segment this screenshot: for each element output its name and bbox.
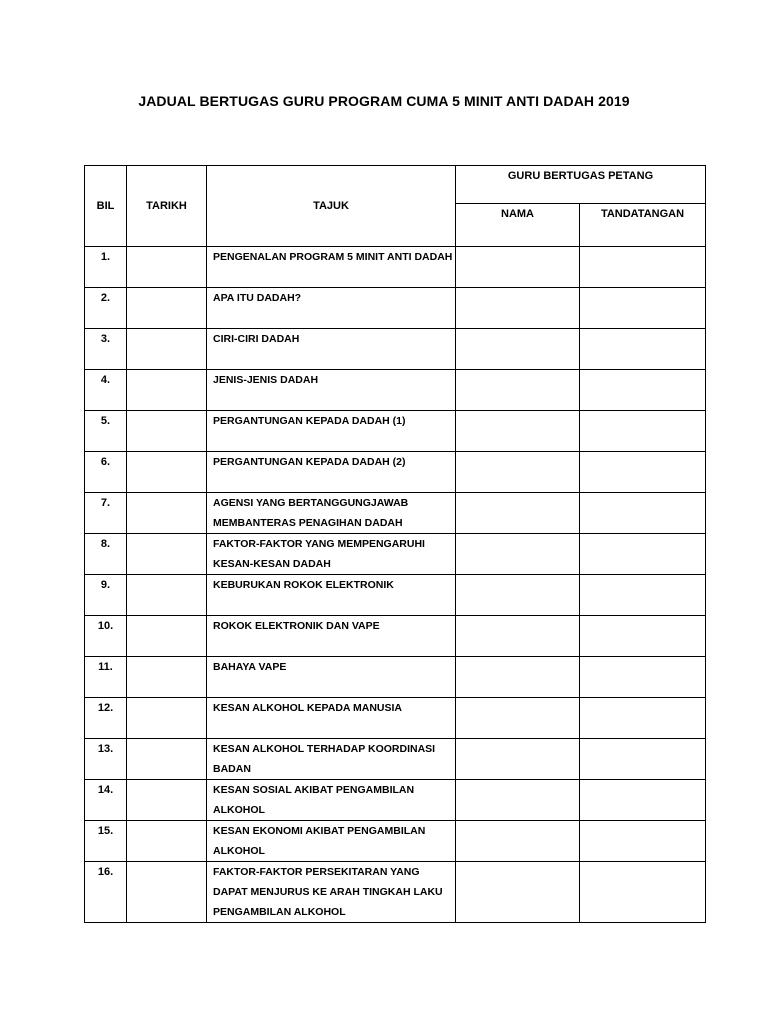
row-nama[interactable] bbox=[456, 411, 580, 452]
row-bil: 7. bbox=[85, 493, 127, 534]
row-tandatangan[interactable] bbox=[580, 780, 706, 821]
row-tandatangan[interactable] bbox=[580, 493, 706, 534]
row-tajuk: PERGANTUNGAN KEPADA DADAH (2) bbox=[207, 452, 456, 493]
row-nama[interactable] bbox=[456, 288, 580, 329]
row-tarikh[interactable] bbox=[127, 493, 207, 534]
row-tarikh[interactable] bbox=[127, 411, 207, 452]
row-bil: 1. bbox=[85, 247, 127, 288]
row-tandatangan[interactable] bbox=[580, 288, 706, 329]
row-tajuk: PERGANTUNGAN KEPADA DADAH (1) bbox=[207, 411, 456, 452]
row-tarikh[interactable] bbox=[127, 780, 207, 821]
row-tajuk: APA ITU DADAH? bbox=[207, 288, 456, 329]
row-tandatangan[interactable] bbox=[580, 698, 706, 739]
row-nama[interactable] bbox=[456, 616, 580, 657]
table-row bbox=[85, 370, 706, 411]
row-bil: 10. bbox=[85, 616, 127, 657]
table-row bbox=[85, 288, 706, 329]
row-nama[interactable] bbox=[456, 780, 580, 821]
row-bil: 3. bbox=[85, 329, 127, 370]
row-nama[interactable] bbox=[456, 493, 580, 534]
header-tandatangan: TANDATANGAN bbox=[580, 204, 706, 247]
row-tandatangan[interactable] bbox=[580, 739, 706, 780]
row-tandatangan[interactable] bbox=[580, 616, 706, 657]
row-tandatangan[interactable] bbox=[580, 329, 706, 370]
duty-schedule-table bbox=[84, 165, 706, 923]
row-tarikh[interactable] bbox=[127, 452, 207, 493]
table-row bbox=[85, 821, 706, 862]
table-row bbox=[85, 862, 706, 923]
row-tajuk: AGENSI YANG BERTANGGUNGJAWAB MEMBANTERAS PENAGIHAN DADAH bbox=[207, 493, 456, 534]
row-tarikh[interactable] bbox=[127, 821, 207, 862]
row-tandatangan[interactable] bbox=[580, 534, 706, 575]
row-nama[interactable] bbox=[456, 575, 580, 616]
table-row bbox=[85, 411, 706, 452]
row-tandatangan[interactable] bbox=[580, 452, 706, 493]
row-tarikh[interactable] bbox=[127, 657, 207, 698]
row-tarikh[interactable] bbox=[127, 862, 207, 923]
row-nama[interactable] bbox=[456, 739, 580, 780]
table-row bbox=[85, 534, 706, 575]
row-tajuk: PENGENALAN PROGRAM 5 MINIT ANTI DADAH bbox=[207, 247, 456, 288]
row-bil: 4. bbox=[85, 370, 127, 411]
row-tandatangan[interactable] bbox=[580, 575, 706, 616]
row-tajuk: FAKTOR-FAKTOR PERSEKITARAN YANG DAPAT MENJURUS KE ARAH TINGKAH LAKU PENGAMBILAN ALKOHOL bbox=[207, 862, 456, 923]
table-row bbox=[85, 452, 706, 493]
row-tarikh[interactable] bbox=[127, 739, 207, 780]
table-row bbox=[85, 493, 706, 534]
row-nama[interactable] bbox=[456, 821, 580, 862]
table-row bbox=[85, 575, 706, 616]
row-tajuk: KESAN ALKOHOL KEPADA MANUSIA bbox=[207, 698, 456, 739]
row-tandatangan[interactable] bbox=[580, 657, 706, 698]
row-tandatangan[interactable] bbox=[580, 862, 706, 923]
table-body bbox=[85, 247, 706, 923]
row-tarikh[interactable] bbox=[127, 247, 207, 288]
row-tarikh[interactable] bbox=[127, 698, 207, 739]
table-header bbox=[85, 166, 706, 247]
row-tarikh[interactable] bbox=[127, 288, 207, 329]
row-tarikh[interactable] bbox=[127, 370, 207, 411]
row-bil: 6. bbox=[85, 452, 127, 493]
row-nama[interactable] bbox=[456, 247, 580, 288]
table-row bbox=[85, 698, 706, 739]
row-bil: 5. bbox=[85, 411, 127, 452]
row-tandatangan[interactable] bbox=[580, 370, 706, 411]
table-row bbox=[85, 329, 706, 370]
row-nama[interactable] bbox=[456, 329, 580, 370]
row-nama[interactable] bbox=[456, 370, 580, 411]
header-guru-bertugas: GURU BERTUGAS PETANG bbox=[456, 166, 706, 204]
document-title: JADUAL BERTUGAS GURU PROGRAM CUMA 5 MINIT ANTI DADAH 2019 bbox=[138, 93, 630, 109]
row-tajuk: KESAN SOSIAL AKIBAT PENGAMBILAN ALKOHOL bbox=[207, 780, 456, 821]
row-tarikh[interactable] bbox=[127, 534, 207, 575]
row-bil: 16. bbox=[85, 862, 127, 923]
row-tajuk: KEBURUKAN ROKOK ELEKTRONIK bbox=[207, 575, 456, 616]
row-bil: 11. bbox=[85, 657, 127, 698]
row-bil: 9. bbox=[85, 575, 127, 616]
row-nama[interactable] bbox=[456, 862, 580, 923]
table-row bbox=[85, 616, 706, 657]
row-tajuk: BAHAYA VAPE bbox=[207, 657, 456, 698]
row-nama[interactable] bbox=[456, 657, 580, 698]
row-tandatangan[interactable] bbox=[580, 821, 706, 862]
header-row bbox=[85, 166, 706, 204]
table-row bbox=[85, 780, 706, 821]
row-nama[interactable] bbox=[456, 452, 580, 493]
row-tandatangan[interactable] bbox=[580, 411, 706, 452]
table-row bbox=[85, 739, 706, 780]
row-bil: 12. bbox=[85, 698, 127, 739]
row-tarikh[interactable] bbox=[127, 575, 207, 616]
table-row bbox=[85, 247, 706, 288]
row-bil: 2. bbox=[85, 288, 127, 329]
header-bil: BIL bbox=[85, 166, 127, 247]
header-tajuk: TAJUK bbox=[207, 166, 456, 247]
row-nama[interactable] bbox=[456, 534, 580, 575]
row-tandatangan[interactable] bbox=[580, 247, 706, 288]
row-bil: 8. bbox=[85, 534, 127, 575]
row-tarikh[interactable] bbox=[127, 329, 207, 370]
row-bil: 15. bbox=[85, 821, 127, 862]
row-bil: 13. bbox=[85, 739, 127, 780]
row-tajuk: KESAN EKONOMI AKIBAT PENGAMBILAN ALKOHOL bbox=[207, 821, 456, 862]
row-nama[interactable] bbox=[456, 698, 580, 739]
header-nama: NAMA bbox=[456, 204, 580, 247]
table-row bbox=[85, 657, 706, 698]
row-tajuk: JENIS-JENIS DADAH bbox=[207, 370, 456, 411]
row-tajuk: CIRI-CIRI DADAH bbox=[207, 329, 456, 370]
row-bil: 14. bbox=[85, 780, 127, 821]
row-tarikh[interactable] bbox=[127, 616, 207, 657]
header-tarikh: TARIKH bbox=[127, 166, 207, 247]
row-tajuk: FAKTOR-FAKTOR YANG MEMPENGARUHI KESAN-KESAN DADAH bbox=[207, 534, 456, 575]
row-tajuk: ROKOK ELEKTRONIK DAN VAPE bbox=[207, 616, 456, 657]
row-tajuk: KESAN ALKOHOL TERHADAP KOORDINASI BADAN bbox=[207, 739, 456, 780]
